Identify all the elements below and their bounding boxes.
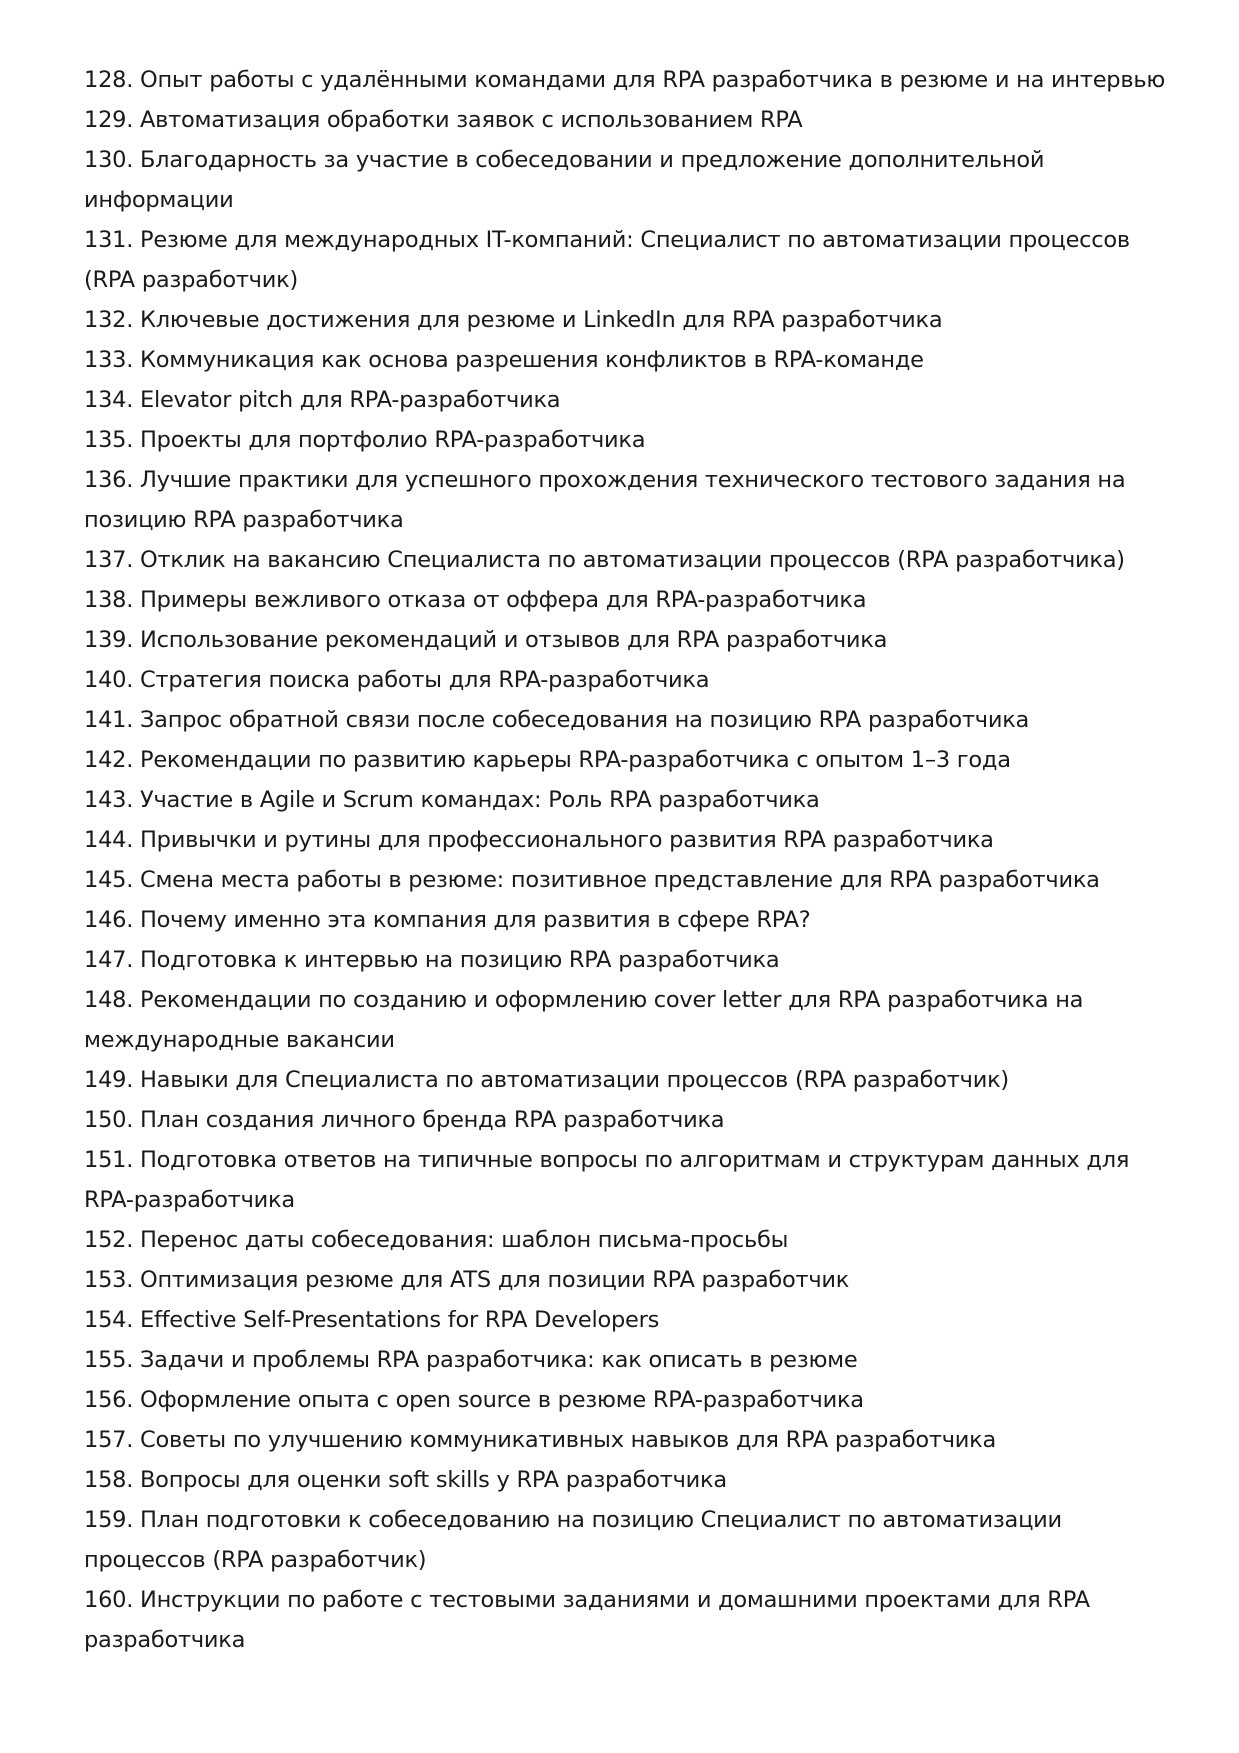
list-item: 146. Почему именно эта компания для развития в сфере RPA?: [84, 907, 811, 933]
list-item: 154. Effective Self-Presentations for RPA Developers: [84, 1307, 660, 1333]
list-item: 129. Автоматизация обработки заявок с использованием RPA: [84, 107, 803, 133]
list-item: 151. Подготовка ответов на типичные вопросы по алгоритмам и структурам данных для RPA-разработчика: [84, 1147, 1130, 1213]
list-item: 144. Привычки и рутины для профессионального развития RPA разработчика: [84, 827, 994, 853]
list-item: 137. Отклик на вакансию Специалиста по автоматизации процессов (RPA разработчика): [84, 547, 1125, 573]
list-item: 136. Лучшие практики для успешного прохождения технического тестового задания на позицию RPA разработчика: [84, 467, 1126, 533]
list-item: 147. Подготовка к интервью на позицию RPA разработчика: [84, 947, 780, 973]
list-item: 159. План подготовки к собеседованию на позицию Специалист по автоматизации процессов (RPA разработчик): [84, 1507, 1062, 1573]
list-item: 132. Ключевые достижения для резюме и LinkedIn для RPA разработчика: [84, 307, 943, 333]
list-item: 152. Перенос даты собеседования: шаблон письма-просьбы: [84, 1227, 789, 1253]
list-item: 135. Проекты для портфолио RPA-разработчика: [84, 427, 646, 453]
list-item: 143. Участие в Agile и Scrum командах: Роль RPA разработчика: [84, 787, 820, 813]
list-item: 157. Советы по улучшению коммуникативных навыков для RPA разработчика: [84, 1427, 997, 1453]
list-item: 160. Инструкции по работе с тестовыми заданиями и домашними проектами для RPA разработчика: [84, 1587, 1090, 1653]
list-item: 148. Рекомендации по созданию и оформлению cover letter для RPA разработчика на международные вакансии: [84, 987, 1084, 1053]
list-item: 130. Благодарность за участие в собеседовании и предложение дополнительной информации: [84, 147, 1045, 213]
list-item: 139. Использование рекомендаций и отзывов для RPA разработчика: [84, 627, 888, 653]
document-page: [84, 60, 1174, 1660]
list-item: 141. Запрос обратной связи после собеседования на позицию RPA разработчика: [84, 707, 1030, 733]
list-item: 134. Elevator pitch для RPA-разработчика: [84, 387, 561, 413]
list-item: 140. Стратегия поиска работы для RPA-разработчика: [84, 667, 710, 693]
list-item: 153. Оптимизация резюме для ATS для позиции RPA разработчик: [84, 1267, 850, 1293]
list-item: 145. Смена места работы в резюме: позитивное представление для RPA разработчика: [84, 867, 1100, 893]
list-item: 131. Резюме для международных IT-компаний: Специалист по автоматизации процессов (RPA разработчик): [84, 227, 1130, 293]
list-item: 149. Навыки для Специалиста по автоматизации процессов (RPA разработчик): [84, 1067, 1009, 1093]
list-item: 155. Задачи и проблемы RPA разработчика: как описать в резюме: [84, 1347, 858, 1373]
topic-list: [84, 60, 1174, 1660]
list-item: 128. Опыт работы с удалёнными командами для RPA разработчика в резюме и на интервью: [84, 67, 1166, 93]
list-item: 158. Вопросы для оценки soft skills у RPA разработчика: [84, 1467, 727, 1493]
list-item: 150. План создания личного бренда RPA разработчика: [84, 1107, 725, 1133]
list-item: 156. Оформление опыта с open source в резюме RPA-разработчика: [84, 1387, 864, 1413]
list-item: 133. Коммуникация как основа разрешения конфликтов в RPA-команде: [84, 347, 924, 373]
list-item: 142. Рекомендации по развитию карьеры RPA-разработчика с опытом 1–3 года: [84, 747, 1011, 773]
list-item: 138. Примеры вежливого отказа от оффера для RPA-разработчика: [84, 587, 867, 613]
